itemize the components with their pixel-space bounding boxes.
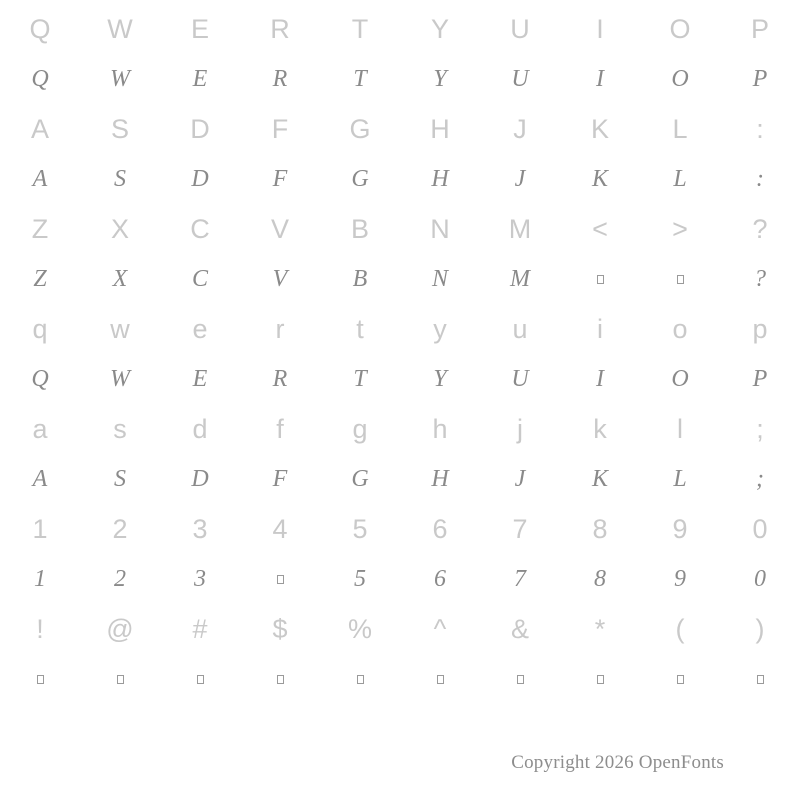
glyph-cell: C [191,266,208,292]
glyph-cell: 4 [272,514,288,544]
glyph-cell: o [672,314,688,344]
glyph-cell: 3 [192,514,208,544]
glyph-cell: t [356,314,364,344]
glyph-cell: O [669,14,691,44]
glyph-row [0,554,800,604]
glyph-cell: 2 [112,514,128,544]
glyph-cell: 5 [352,514,368,544]
glyph-cell: J [514,166,526,192]
glyph-cell-notdef [640,254,720,304]
glyph-cell: 3 [194,566,206,592]
glyph-cell: A [32,166,48,192]
glyph-cell: H [431,166,449,192]
glyph-cell: T [353,366,367,392]
glyph-cell: & [510,614,529,644]
glyph-cell: 8 [594,566,606,592]
glyph-cell: 7 [514,566,526,592]
glyph-cell: F [271,114,289,144]
glyph-cell: i [597,314,603,344]
glyph-cell: U [511,366,529,392]
glyph-row [0,604,800,654]
glyph-cell: X [112,266,128,292]
glyph-cell: 8 [592,514,608,544]
glyph-cell: 6 [434,566,446,592]
glyph-cell-notdef [80,654,160,704]
glyph-row [0,104,800,154]
glyph-cell: U [511,66,529,92]
glyph-cell: A [32,466,48,492]
glyph-cell-notdef [400,654,480,704]
glyph-cell: O [671,366,689,392]
glyph-cell: R [272,66,288,92]
glyph-cell: C [190,214,210,244]
glyph-cell: : [756,114,764,144]
glyph-cell: G [351,466,369,492]
glyph-cell: W [107,14,133,44]
glyph-row [0,354,800,404]
glyph-cell: P [750,14,769,44]
glyph-cell: L [673,466,687,492]
glyph-cell: 0 [754,566,766,592]
glyph-cell: $ [272,614,288,644]
glyph-cell: D [191,166,209,192]
glyph-cell: H [430,114,450,144]
glyph-cell: ( [675,614,685,644]
glyph-cell: I [596,14,604,44]
glyph-cell: 1 [34,566,46,592]
glyph-cell-notdef [240,654,320,704]
glyph-cell: w [110,314,130,344]
glyph-cell: * [594,614,606,644]
glyph-cell: p [752,314,768,344]
glyph-cell: k [593,414,607,444]
glyph-cell-notdef [320,654,400,704]
glyph-cell-notdef [0,654,80,704]
glyph-cell: K [591,166,608,192]
glyph-cell: Q [29,14,51,44]
glyph-cell: Y [430,14,449,44]
glyph-cell: O [671,66,689,92]
glyph-cell: s [113,414,127,444]
glyph-cell: I [596,366,604,392]
glyph-cell: R [270,14,290,44]
glyph-cell: 9 [672,514,688,544]
glyph-cell: J [514,466,526,492]
glyph-row [0,204,800,254]
glyph-cell: < [592,214,608,244]
glyph-cell: ; [756,466,764,492]
glyph-cell: W [110,366,130,392]
glyph-cell: E [192,66,208,92]
glyph-cell: F [272,466,288,492]
glyph-cell: Q [31,66,49,92]
glyph-cell: # [192,614,208,644]
glyph-cell: Z [33,266,47,292]
glyph-cell: r [275,314,285,344]
glyph-cell: 7 [512,514,528,544]
glyph-cell: y [433,314,447,344]
glyph-cell: : [756,166,764,192]
glyph-row [0,654,800,704]
glyph-cell: E [192,366,208,392]
glyph-cell: A [30,114,49,144]
glyph-cell: q [32,314,48,344]
glyph-cell: 9 [674,566,686,592]
glyph-cell: K [590,114,609,144]
glyph-cell: ; [756,414,764,444]
copyright-notice: Copyright 2026 OpenFonts [511,752,724,773]
glyph-row [0,454,800,504]
glyph-cell: 2 [114,566,126,592]
glyph-cell: > [672,214,688,244]
glyph-row [0,254,800,304]
glyph-cell: S [114,166,126,192]
glyph-row [0,404,800,454]
glyph-cell: G [351,166,369,192]
glyph-cell: U [510,14,530,44]
glyph-cell: P [752,66,768,92]
glyph-row [0,504,800,554]
glyph-cell: a [32,414,48,444]
glyph-cell: f [276,414,284,444]
glyph-cell-notdef [240,554,320,604]
glyph-cell: ) [755,614,765,644]
glyph-cell: H [431,466,449,492]
glyph-row [0,154,800,204]
glyph-cell: E [190,14,209,44]
glyph-cell: g [352,414,368,444]
glyph-cell: Y [433,366,447,392]
glyph-cell: F [272,166,288,192]
glyph-cell: T [351,14,369,44]
glyph-cell: % [347,614,372,644]
glyph-cell-notdef [640,654,720,704]
glyph-cell: u [512,314,528,344]
glyph-cell: L [673,166,687,192]
glyph-cell: 1 [32,514,48,544]
glyph-cell: S [110,114,129,144]
glyph-cell: P [752,366,768,392]
glyph-cell: h [432,414,448,444]
glyph-row [0,304,800,354]
glyph-cell: 5 [354,566,366,592]
glyph-cell: ^ [433,614,447,644]
glyph-cell-notdef [560,254,640,304]
glyph-row [0,54,800,104]
glyph-cell: D [190,114,210,144]
glyph-cell: R [272,366,288,392]
glyph-cell: T [353,66,367,92]
glyph-cell: N [430,214,450,244]
glyph-cell: B [350,214,369,244]
glyph-cell: ? [752,214,768,244]
glyph-cell: Q [31,366,49,392]
glyph-cell: ? [754,266,766,292]
glyph-cell: Y [433,66,447,92]
glyph-cell: W [110,66,130,92]
glyph-cell: N [431,266,448,292]
glyph-cell: J [513,114,527,144]
glyph-cell: X [110,214,129,244]
glyph-row [0,4,800,54]
glyph-cell: Z [31,214,49,244]
glyph-cell-notdef [720,654,800,704]
glyph-cell-notdef [560,654,640,704]
glyph-cell: @ [106,614,134,644]
glyph-cell: 0 [752,514,768,544]
glyph-cell: L [672,114,688,144]
glyph-cell: M [508,214,532,244]
glyph-cell: G [349,114,371,144]
glyph-cell: V [272,266,288,292]
glyph-cell: I [596,66,604,92]
glyph-cell-notdef [480,654,560,704]
glyph-cell: ! [36,614,44,644]
glyph-cell: B [352,266,368,292]
glyph-cell: e [192,314,208,344]
glyph-cell: K [591,466,608,492]
glyph-cell: 6 [432,514,448,544]
glyph-cell: d [192,414,208,444]
glyph-cell: M [510,266,530,292]
glyph-cell: j [517,414,523,444]
glyph-cell: l [677,414,683,444]
glyph-cell: S [114,466,126,492]
glyph-cell-notdef [160,654,240,704]
glyph-cell: D [191,466,209,492]
glyph-cell: V [270,214,289,244]
